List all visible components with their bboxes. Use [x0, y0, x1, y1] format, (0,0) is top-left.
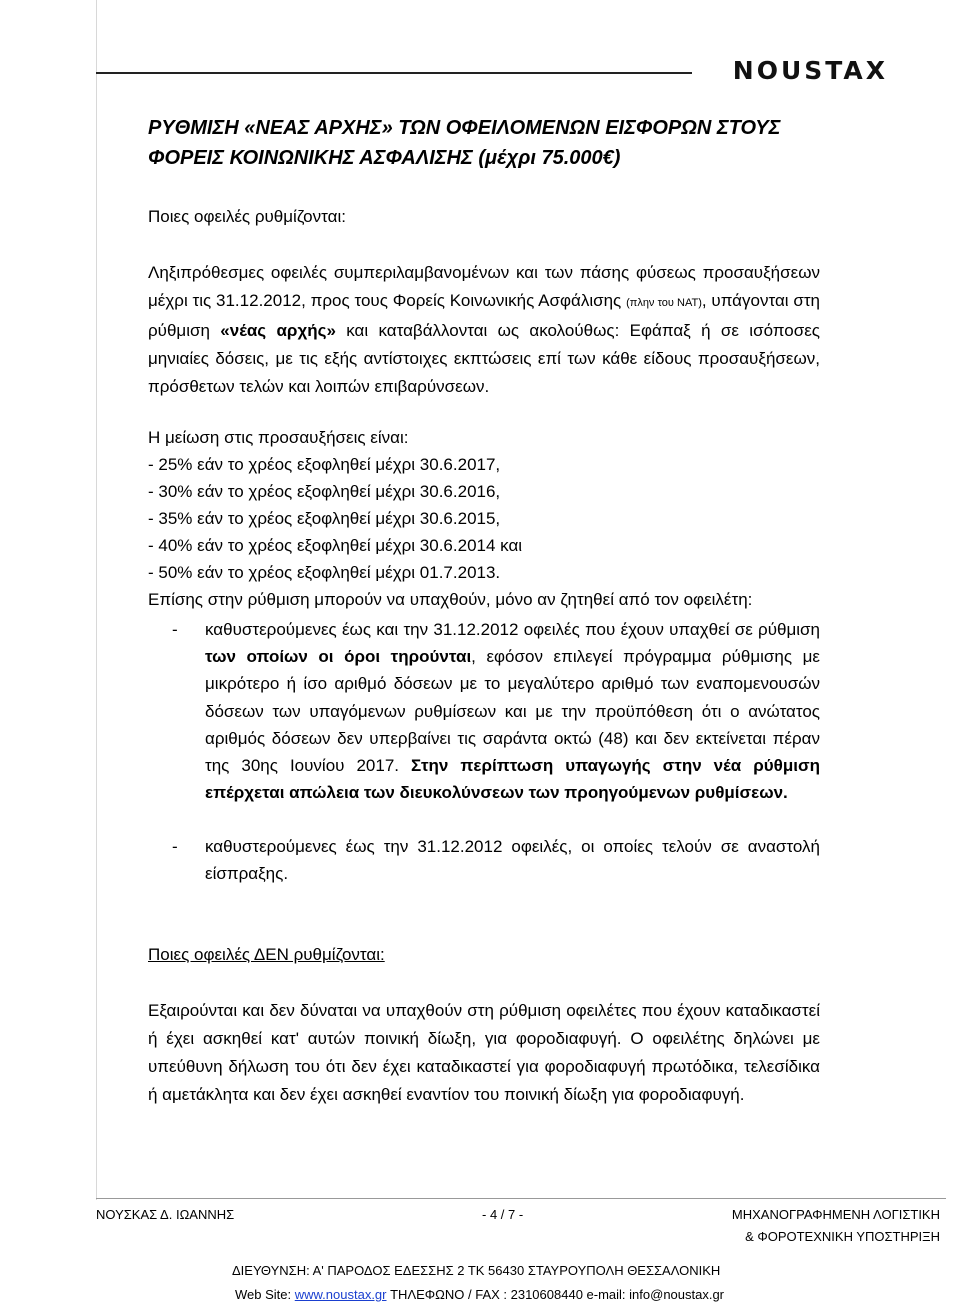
included-item-2: καθυστερούμενες έως την 31.12.2012 οφειλές, οι οποίες τελούν σε αναστολή είσπραξης. [205, 837, 820, 884]
footer-service-1: ΜΗΧΑΝΟΓΡΑΦΗΜΕΝΗ ΛΟΓΙΣΤΙΚΗ [731, 1207, 940, 1222]
header-rule [96, 72, 692, 74]
document-title-line-2: ΦΟΡΕΙΣ ΚΟΙΝΩΝΙΚΗΣ ΑΣΦΑΛΙΣΗΣ (μέχρι 75.000€) [148, 147, 621, 169]
item1-text-bold-2: Στην περίπτωση υπαγωγής στην νέα ρύθμιση επέρχεται απώλεια των διευκολύνσεων των προηγούμενων ρυθμίσεων. [205, 756, 821, 803]
reduction-item: - 30% εάν το χρέος εξοφληθεί μέχρι 30.6.2016, [148, 482, 501, 501]
included-item-1 [205, 616, 820, 806]
regulated-text-a: Ληξιπρόθεσμες οφειλές συμπεριλαμβανομένων και των πάσης φύσεως προσαυξήσεων μέχρι τις 31.12.2012, προς τους Φορείς Κοινωνικής Ασφάλισης [148, 263, 820, 310]
regulated-paragraph [148, 259, 820, 401]
reduction-item: - 40% εάν το χρέος εξοφληθεί μέχρι 30.6.2014 και [148, 536, 523, 555]
document-title-line-1: ΡΥΘΜΙΣΗ «ΝΕΑΣ ΑΡΧΗΣ» ΤΩΝ ΟΦΕΙΛΟΜΕΝΩΝ ΕΙΣΦΟΡΩΝ ΣΤΟΥΣ [148, 117, 781, 139]
reduction-item: - 50% εάν το χρέος εξοφληθεί μέχρι 01.7.2013. [148, 563, 501, 582]
item1-text-a: καθυστερούμενες έως και την 31.12.2012 οφειλές που έχουν υπαχθεί σε ρύθμιση [205, 620, 820, 639]
company-logo: NOUSTAX [732, 56, 888, 85]
web-label: Web Site: [235, 1287, 295, 1302]
section-heading-not-regulated: Ποιες οφειλές ΔΕΝ ρυθμίζονται: [148, 945, 385, 964]
footer-name: ΝΟΥΣΚΑΣ Δ. ΙΩΑΝΝΗΣ [96, 1207, 235, 1222]
footer-rule [96, 1198, 946, 1199]
regulated-text-c: και καταβάλλονται ως ακολούθως: Εφάπαξ ή σε ισόποσες μηνιαίες δόσεις, με τις εξής αντίστοιχες εκπτώσεις επί των κάθε είδους προσαυξήσεων, πρόσθετων τελών και λοιπών επιβαρύνσεων. [148, 321, 820, 396]
item1-text-bold: των οποίων οι όροι τηρούνται [205, 647, 472, 667]
reduction-item: - 25% εάν το χρέος εξοφληθεί μέχρι 30.6.2017, [148, 455, 501, 474]
also-included-intro: Επίσης στην ρύθμιση μπορούν να υπαχθούν, μόνο αν ζητηθεί από τον οφειλέτη: [148, 590, 753, 609]
item1-text-b: , εφόσον επιλεγεί πρόγραμμα ρύθμισης με μικρότερο ή ίσο αριθμό δόσεων με το μεγαλύτερο αριθμό των εναπομενουσών δόσεων των υπαγόμενων ρυθμίσεων και με την προϋπόθεση ότι ο ανώτατος αριθμός δόσεων δεν υπερβαίνει τις σαράντα οκτώ (48) και δεν εκτείνεται πέραν της 30ης Ιουνίου 2017. [205, 647, 820, 776]
reduction-intro: Η μείωση στις προσαυξήσεις είναι: [148, 428, 409, 447]
regulated-text-bold: «νέας αρχής» [220, 321, 336, 340]
phone-text: ΤΗΛΕΦΩΝΟ / FAX : 2310608440 e-mail: [386, 1287, 630, 1302]
footer-contact [235, 1287, 724, 1303]
not-regulated-paragraph: Εξαιρούνται και δεν δύναται να υπαχθούν στη ρύθμιση οφειλέτες που έχουν καταδικαστεί ή έχει ασκηθεί κατ' αυτών ποινική δίωξη, για φοροδιαφυγή. Ο οφειλέτης δηλώνει με υπεύθυνη δήλωση του ότι δεν έχει καταδικαστεί για φοροδιαφυγή πρωτόδικα, τελεσίδικα ή αμετάκλητα και δεν έχει ασκηθεί εναντίον του ποινική δίωξη για φοροδιαφυγή. [148, 1001, 820, 1104]
footer-address: ΔΙΕΥΘΥΝΣΗ: Α' ΠΑΡΟΔΟΣ ΕΔΕΣΣΗΣ 2 ΤΚ 56430 ΣΤΑΥΡΟΥΠΟΛΗ ΘΕΣΣΑΛΟΝΙΚΗ [232, 1263, 721, 1278]
website-link[interactable]: www.noustax.gr [294, 1287, 387, 1302]
regulated-text-small: (πλην του ΝΑΤ) [626, 297, 702, 309]
section-heading-regulated: Ποιες οφειλές ρυθμίζονται: [148, 207, 346, 226]
list-bullet-2: - [172, 837, 178, 856]
regulated-text-b: , υπάγονται στη ρύθμιση [148, 291, 821, 340]
email-text: info@noustax.gr [629, 1287, 725, 1302]
footer-service-2: & ΦΟΡΟΤΕΧΝΙΚΗ ΥΠΟΣΤΗΡΙΞΗ [745, 1229, 940, 1244]
list-bullet-1: - [172, 620, 178, 639]
page-number: - 4 / 7 - [482, 1207, 524, 1222]
reduction-item: - 35% εάν το χρέος εξοφληθεί μέχρι 30.6.2015, [148, 509, 501, 528]
margin-guide-line [96, 0, 97, 1200]
